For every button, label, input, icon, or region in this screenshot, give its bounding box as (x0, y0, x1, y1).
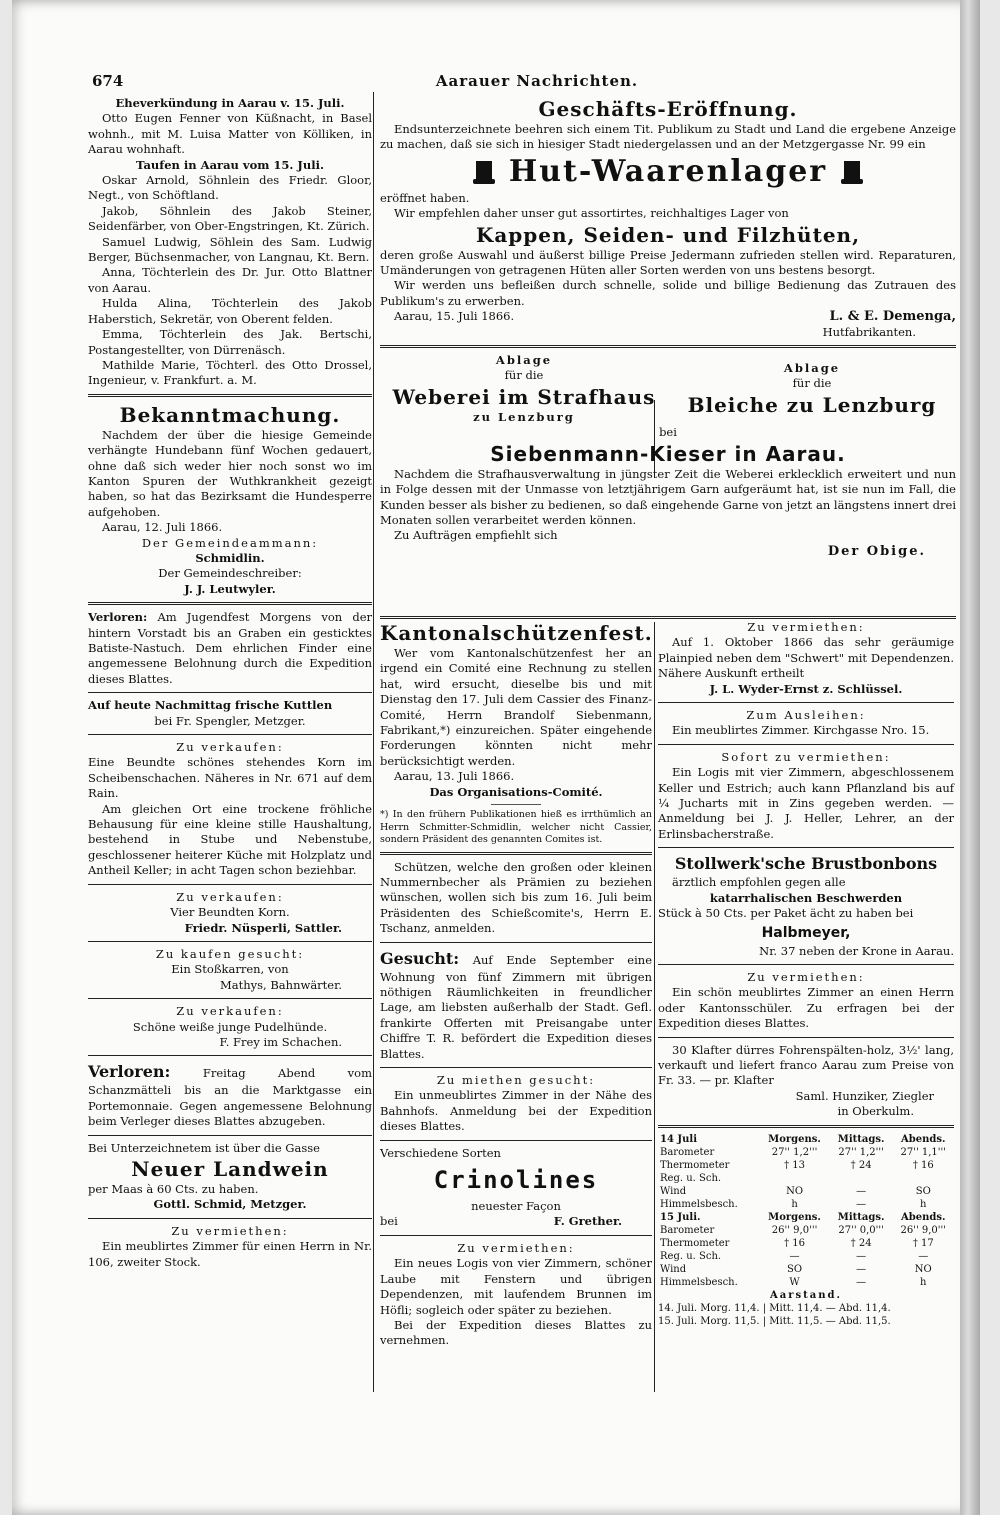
landwein-text: per Maas à 60 Cts. zu haben. (88, 1181, 259, 1196)
ablage-weberei: Ablage für die Weberei im Strafhaus zu Lenzburg (392, 353, 656, 424)
stollwerk-text-2: katarrhalischen Beschwerden (709, 890, 903, 905)
crinolines-intro: Verschiedene Sorten (380, 1145, 501, 1160)
divider (88, 884, 372, 885)
kantonal-sig: Das Organisations-Comité. (429, 784, 603, 799)
taufen-item: Mathilde Marie, Töchterl. des Otto Drossel, Ingenieur, v. Frankfurt. a. M. (88, 357, 372, 388)
weather-row: Thermometer † 13 † 24 † 16 (660, 1159, 934, 1171)
siebenmann-sig: Der Obige. (827, 543, 926, 559)
vermiethen-head: Zu vermiethen: (747, 969, 865, 984)
sofort-head: Sofort zu vermiethen: (721, 749, 891, 764)
vermiethen-text: Ein meublirtes Zimmer für einen Herrn in Nr. 106, zweiter Stock. (88, 1239, 372, 1269)
crinolines-sub: neuester Façon (471, 1199, 561, 1214)
kaufen-head: Zu kaufen gesucht: (155, 946, 305, 961)
middle-column (380, 620, 652, 1349)
verkaufen-head: Zu verkaufen: (176, 1004, 284, 1019)
siebenmann-text: Nachdem die Strafhausverwaltung in jüngster Zeit die Weberei erklecklich erweitert und nun in Folge dessen mit der Unmasse von letztjährigem Garn aufgeräumt hat, ist sie nun im Fall, die Kunden besser als bisher zu bedienen, so daß eingehende Garne von jetzt an längstens innert drei Monaten sollen verarbeitet werden können. (380, 466, 956, 527)
crinolines-bei: bei (380, 1214, 398, 1229)
miethen-head: Zu miethen gesucht: (436, 1073, 596, 1088)
gemeindeammann-name: Schmidlin. (195, 550, 265, 565)
vermiethen-head: Zu vermiethen: (171, 1223, 289, 1238)
aarstand-label: Aarstand. (770, 1289, 842, 1301)
divider (380, 345, 956, 348)
page-edge (960, 0, 980, 1515)
column-rule-left (373, 92, 374, 1392)
geschaeft-text-5: Wir werden uns befleißen durch schnelle, solide und billige Bedienung das Zutrauen des Publikum's zu erwerben. (380, 278, 956, 308)
divider (88, 1055, 372, 1056)
schuetzen-text: Schützen, welche den großen oder kleinen Nummernbecher als Prämien zu beziehen wünschen, wollen sich bis zum 16. Juli beim Präsidenten des Schießcomite's, Herrn E. Tschanz, anmelden. (380, 859, 652, 936)
divider (380, 1140, 652, 1141)
kaufen-sig: Mathys, Bahnwärter. (219, 977, 342, 992)
miethen-text: Ein unmeublirtes Zimmer in der Nähe des Bahnhofs. Anmeldung bei der Expedition dieses Blattes. (380, 1088, 652, 1134)
taufen-item: Samuel Ludwig, Söhlein des Sam. Ludwig Berger, Büchsenmacher, von Langnau, Kt. Bern. (88, 234, 372, 265)
divider (88, 941, 372, 942)
vermiethen-head: Zu vermiethen: (457, 1240, 575, 1255)
running-head: Aarauer Nachrichten. (435, 72, 639, 90)
kappen-title: Kappen, Seiden- und Filzhüten, (475, 222, 861, 247)
verkaufen-sig: F. Frey im Schachen. (219, 1034, 342, 1049)
divider (380, 942, 652, 943)
geschaeft-title: Geschäfts-Eröffnung. (538, 97, 798, 121)
stollwerk-title: Stollwerk'sche Brustbonbons (674, 854, 938, 874)
hut-waarenlager-title: Hut-Waarenlager (380, 153, 956, 191)
kantonal-title: Kantonalschützenfest. (380, 621, 653, 645)
aarstand-row: 15. Juli. Morg. 11,5. | Mitt. 11,5. — Abd. 11,5. (658, 1315, 891, 1327)
verkaufen-text-2: Am gleichen Ort eine trockene fröhliche Behausung für eine kleine stille Haushaltung, bestehend in Stube und Nebenstube, geschlossener heiterer Küche mit Holzplatz und Antheil Keller; in acht Tagen schon beziehbar. (88, 801, 372, 878)
kuttlen-line: Auf heute Nachmittag frische Kuttlen (88, 698, 333, 713)
aarstand-row: 14. Juli. Morg. 11,4. | Mitt. 11,4. — Abd. 11,4. (658, 1302, 891, 1314)
holz-sig-2: in Oberkulm. (837, 1104, 914, 1119)
geschaeft-date: Aarau, 15. Juli 1866. (394, 309, 515, 324)
kuttlen-sig: bei Fr. Spengler, Metzger. (154, 713, 306, 728)
weather-table (658, 1133, 954, 1289)
divider (658, 964, 954, 965)
geschaeft-sig-2: Hutfabrikanten. (822, 324, 916, 339)
divider (658, 744, 954, 745)
top-hat-icon (473, 161, 495, 185)
geschaeft-text-3: Wir empfehlen daher unser gut assortirtes, reichhaltiges Lager von (394, 206, 789, 221)
vermiethen-text-2: Bei der Expedition dieses Blattes zu vernehmen. (380, 1317, 652, 1348)
ablage-bleiche: Ablage für die Bleiche zu Lenzburg (687, 361, 937, 417)
gesucht-text: Auf Ende September eine Wohnung von fünf Zimmern mit übrigen nöthigen Räumlichkeiten in freundlicher Lage, am liebsten außerhalb der Stadt. Gefl. frankirte Offerten mit Preisangabe unter Chiffre T. R. befördert die Expedition dieses Blattes. (380, 952, 653, 1061)
gemeindeschreiber-label: Der Gemeindeschreiber: (158, 566, 302, 581)
divider (380, 616, 956, 619)
landwein-title: Neuer Landwein (131, 1156, 329, 1181)
page-number: 674 (92, 72, 124, 90)
left-column (88, 70, 372, 1270)
divider (88, 1135, 372, 1136)
taufen-item: Anna, Töchterlein des Dr. Jur. Otto Blattner von Aarau. (88, 265, 372, 295)
bekanntmachung-title: Bekanntmachung. (119, 402, 341, 427)
weather-row: Himmelsbesch. h — h (660, 1198, 927, 1210)
holz-sig: Saml. Hunziker, Ziegler (795, 1088, 934, 1103)
geschaeft-text-2: eröffnet haben. (380, 190, 470, 205)
divider (88, 692, 372, 693)
crinolines-title: Crinolines (433, 1166, 599, 1195)
far-right-column (658, 620, 954, 1328)
landwein-intro: Bei Unterzeichnetem ist über die Gasse (88, 1140, 320, 1155)
vermiethen-text: Ein schön meublirtes Zimmer an einen Herrn oder Kantonsschüler. Zu erfragen bei der Expedition dieses Blattes. (658, 985, 954, 1031)
top-hat-icon (841, 161, 863, 185)
weather-row: Barometer 27'' 1,2''' 27'' 1,2''' 27'' 1,1''' (660, 1146, 947, 1158)
verloren-text: Freitag Abend vom Schanzmätteli bis an die Marktgasse ein Portemonnaie. Gegen angemessene Belohnung beim Verleger dieses Blattes abzugeben. (88, 1066, 372, 1129)
verkaufen-text: Eine Beundte schönes stehendes Korn im Scheibenschachen. Näheres in Nr. 671 auf dem Rain. (88, 755, 372, 801)
stollwerk-text-1: ärztlich empfohlen gegen alle (672, 875, 846, 890)
stollwerk-text-3: Stück à 50 Cts. per Paket ächt zu haben bei (658, 906, 914, 921)
siebenmann-title: Siebenmann-Kieser in Aarau. (490, 441, 846, 466)
divider (380, 1235, 652, 1236)
divider (658, 702, 954, 703)
weather-row: Reg. u. Sch. (660, 1172, 722, 1184)
column-rule-right (654, 622, 655, 1392)
kantonal-date: Aarau, 13. Juli 1866. (394, 769, 515, 784)
weather-row: Wind NO — SO (660, 1185, 931, 1197)
kantonal-note: *) In den frühern Publikationen hieß es irrthümlich an Herrn Schmitter-Schmidlin, welcher nicht Cassier, sondern Präsident des genannten Comites ist. (380, 809, 652, 846)
ehe-text: Otto Eugen Fenner von Küßnacht, in Basel wohnh., mit M. Luisa Matter von Kölliken, in Aarau wohnhaft. (88, 111, 372, 157)
taufen-title: Taufen in Aarau vom 15. Juli. (136, 157, 324, 172)
weather-header-row: 15 Juli. Morgens. Mittags. Abends. (660, 1211, 946, 1223)
vermiethen-sig: J. L. Wyder-Ernst z. Schlüssel. (709, 681, 903, 696)
geschaeft-sig: L. & E. Demenga, (829, 309, 956, 325)
vermiethen-head: Zu vermiethen: (747, 620, 865, 634)
vermiethen-text: Ein neues Logis von vier Zimmern, schöner Laube mit Fenstern und übrigen Dependenzen, mit laufendem Brunnen im Höfli; sogleich oder später zu beziehen. (380, 1256, 652, 1317)
taufen-item: Oskar Arnold, Söhnlein des Friedr. Gloor, Negt., von Schöftland. (88, 173, 372, 203)
geschaeft-text-1: Endsunterzeichnete beehren sich einem Tit. Publikum zu Stadt und Land die ergebene Anzeige zu machen, daß sie sich in hiesiger Stadt niedergelassen und an der Metzgergasse Nr. 99 ein (380, 122, 956, 152)
divider (380, 852, 652, 855)
weather-header-row: 14 Juli Morgens. Mittags. Abends. (660, 1133, 946, 1145)
bekanntmachung-text: Nachdem der über die hiesige Gemeinde verhängte Hundebann fünf Wochen gedauert, ohne daß sich weder hier noch sonst wo im Kanton Spuren der Wuthkrankheit gezeigt haben, so hat das Bezirksamt die Hundesperre aufgehoben. (88, 427, 372, 519)
newspaper-page (12, 0, 980, 1515)
right-top-block (380, 70, 956, 559)
ausleihen-text: Ein meublirtes Zimmer. Kirchgasse Nro. 15. (672, 723, 930, 738)
taufen-item: Emma, Töchterlein des Jak. Bertschi, Postangestellter, von Dürrenäsch. (88, 327, 372, 357)
ehe-title: Eheverkündung in Aarau v. 15. Juli. (115, 96, 345, 110)
ablage-row (380, 353, 956, 425)
kantonal-text: Wer vom Kantonalschützenfest her an irgend ein Comité eine Rechnung zu stellen hat, wird ersucht, dieselbe bis und mit Dienstag den 17. Juli dem Cassier des Finanz-Comité, Herrn Brandolf Siebenmann, Fabrikant,*) einzureichen. Später eingehende Forderungen könnten nicht mehr berücksichtigt werden. (380, 646, 652, 768)
divider (88, 734, 372, 735)
weather-row: Reg. u. Sch. — — — (660, 1250, 929, 1262)
divider (88, 394, 372, 397)
divider (380, 1067, 652, 1068)
sofort-text: Ein Logis mit vier Zimmern, abgeschlossenem Keller und Estrich; auch kann Pflanzland bis auf ¼ Jucharts mit in Zins gegeben werden. — Anmeldung bei J. J. Heller, Lehrer, an der Erlinsbacherstraße. (658, 765, 954, 841)
taufen-item: Jakob, Söhnlein des Jakob Steiner, Seidenfärber, von Ober-Engstringen, Kt. Zürich. (88, 203, 372, 234)
vermiethen-text: Auf 1. Oktober 1866 das sehr geräumige Plainpied neben dem "Schwert" mit Dependenzen. Nähere Auskunft ertheilt (658, 635, 954, 681)
divider (88, 602, 372, 605)
ausleihen-head: Zum Ausleihen: (746, 708, 866, 723)
weather-row: Barometer 26'' 9,0''' 27'' 0,0''' 26'' 9,0''' (660, 1224, 947, 1236)
bekanntmachung-date: Aarau, 12. Juli 1866. (102, 520, 223, 535)
kaufen-text: Ein Stoßkarren, von (171, 962, 289, 977)
verloren-head: Verloren: (88, 610, 148, 625)
gemeindeschreiber-name: J. J. Leutwyler. (184, 581, 276, 596)
divider (658, 1037, 954, 1038)
verkaufen-sig: Friedr. Nüsperli, Sattler. (184, 920, 342, 935)
verkaufen-head: Zu verkaufen: (176, 740, 284, 755)
weather-row: Himmelsbesch. W — h (660, 1276, 927, 1288)
divider (658, 1125, 954, 1128)
siebenmann-text-2: Zu Aufträgen empfiehlt sich (394, 528, 558, 543)
divider (88, 998, 372, 999)
verkaufen-text: Vier Beundten Korn. (170, 905, 290, 920)
geschaeft-text-4: deren große Auswahl und äußerst billige Preise Jedermann zufrieden stellen wird. Reparaturen, Umänderungen von getragenen Hüten aller Sorten werden von uns bestens besorgt. (380, 247, 956, 278)
taufen-item: Hulda Alina, Töchterlein des Jakob Haberstich, Sekretär, von Oberent felden. (88, 296, 372, 326)
weather-row: Thermometer † 16 † 24 † 17 (660, 1237, 934, 1249)
divider (658, 847, 954, 848)
weather-row: Wind SO — NO (660, 1263, 932, 1275)
verloren-head: Verloren: (88, 1062, 171, 1082)
crinolines-sig: F. Grether. (553, 1214, 622, 1229)
gemeindeammann-label: Der Gemeindeammann: (141, 535, 319, 550)
landwein-sig: Gottl. Schmid, Metzger. (153, 1197, 307, 1212)
divider (88, 1218, 372, 1219)
gesucht-head: Gesucht: (380, 948, 460, 968)
verloren-text: Am Jugendfest Morgens von der hintern Vorstadt bis an Graben ein gesticktes Batiste-Nastuch. Dem ehrlichen Finder eine angemessene Belohnung durch die Expedition dieses Blattes. (88, 610, 372, 686)
holz-text: 30 Klafter dürres Fohrenspälten-holz, 3½' lang, verkauft und liefert franco Aarau zum Preise von Fr. 33. — pr. Klafter (658, 1042, 954, 1088)
stollwerk-name: Halbmeyer, (761, 924, 851, 941)
stollwerk-addr: Nr. 37 neben der Krone in Aarau. (759, 943, 954, 958)
verkaufen-head: Zu verkaufen: (176, 889, 284, 904)
ablage-bei: bei (659, 425, 677, 440)
verkaufen-text: Schöne weiße junge Pudelhünde. (132, 1019, 328, 1034)
